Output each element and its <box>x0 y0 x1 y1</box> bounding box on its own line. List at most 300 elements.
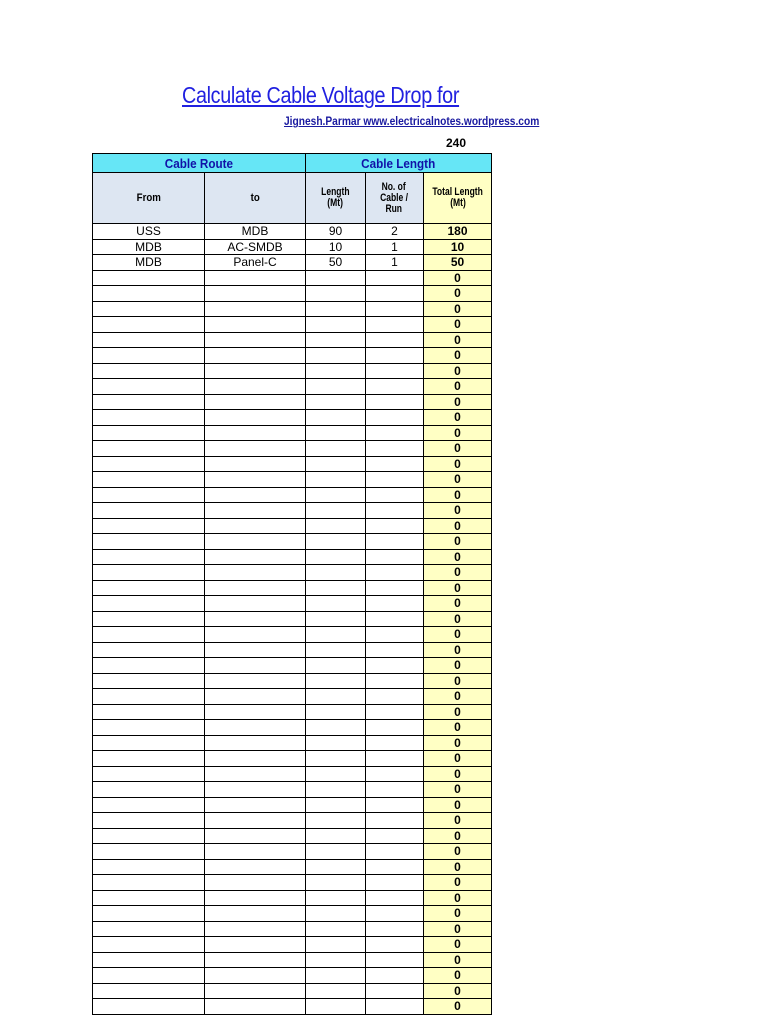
runs-cell[interactable] <box>366 534 424 550</box>
length-cell[interactable]: 50 <box>306 255 366 271</box>
to-cell[interactable] <box>205 394 306 410</box>
total-length-cell[interactable]: 0 <box>424 487 492 503</box>
total-length-cell[interactable]: 0 <box>424 983 492 999</box>
table-row <box>93 379 492 395</box>
length-cell[interactable] <box>306 704 366 720</box>
length-cell[interactable] <box>306 906 366 922</box>
runs-cell[interactable] <box>366 410 424 426</box>
total-length-cell[interactable]: 0 <box>424 286 492 302</box>
total-length-cell[interactable]: 0 <box>424 549 492 565</box>
runs-cell[interactable] <box>366 689 424 705</box>
to-cell[interactable] <box>205 611 306 627</box>
length-cell[interactable] <box>306 983 366 999</box>
from-cell[interactable] <box>93 983 205 999</box>
to-cell[interactable] <box>205 890 306 906</box>
table-row <box>93 472 492 488</box>
table-row <box>93 565 492 581</box>
runs-cell[interactable] <box>366 549 424 565</box>
to-cell[interactable] <box>205 735 306 751</box>
total-length-cell[interactable]: 0 <box>424 456 492 472</box>
from-cell[interactable] <box>93 301 205 317</box>
total-length-cell[interactable]: 0 <box>424 704 492 720</box>
total-length-cell[interactable]: 0 <box>424 782 492 798</box>
table-row <box>93 968 492 984</box>
runs-column-header: No. of Cable / Run <box>366 173 424 224</box>
from-cell[interactable] <box>93 580 205 596</box>
total-length-cell[interactable]: 0 <box>424 658 492 674</box>
table-row <box>93 704 492 720</box>
runs-cell[interactable] <box>366 766 424 782</box>
from-cell[interactable] <box>93 317 205 333</box>
runs-cell[interactable]: 2 <box>366 224 424 240</box>
runs-cell[interactable] <box>366 580 424 596</box>
from-cell[interactable] <box>93 518 205 534</box>
length-cell[interactable] <box>306 875 366 891</box>
from-cell[interactable] <box>93 782 205 798</box>
to-cell[interactable] <box>205 425 306 441</box>
to-cell[interactable] <box>205 689 306 705</box>
runs-cell[interactable] <box>366 642 424 658</box>
runs-cell[interactable] <box>366 968 424 984</box>
length-cell[interactable] <box>306 627 366 643</box>
to-cell[interactable] <box>205 596 306 612</box>
total-length-cell[interactable]: 0 <box>424 580 492 596</box>
from-cell[interactable] <box>93 472 205 488</box>
to-cell[interactable] <box>205 844 306 860</box>
length-cell[interactable] <box>306 394 366 410</box>
runs-cell[interactable] <box>366 983 424 999</box>
runs-cell[interactable] <box>366 952 424 968</box>
total-length-cell[interactable]: 0 <box>424 952 492 968</box>
table-row <box>93 441 492 457</box>
to-cell[interactable] <box>205 642 306 658</box>
from-cell[interactable] <box>93 937 205 953</box>
runs-cell[interactable] <box>366 890 424 906</box>
length-cell[interactable] <box>306 673 366 689</box>
length-cell[interactable] <box>306 317 366 333</box>
runs-cell[interactable] <box>366 859 424 875</box>
from-cell[interactable] <box>93 332 205 348</box>
total-length-cell[interactable]: 0 <box>424 797 492 813</box>
table-row <box>93 890 492 906</box>
runs-cell[interactable] <box>366 937 424 953</box>
from-cell[interactable] <box>93 813 205 829</box>
runs-cell[interactable] <box>366 518 424 534</box>
table-row <box>93 596 492 612</box>
to-cell[interactable] <box>205 859 306 875</box>
from-cell[interactable] <box>93 844 205 860</box>
from-cell[interactable] <box>93 766 205 782</box>
from-cell[interactable] <box>93 363 205 379</box>
length-cell[interactable] <box>306 472 366 488</box>
table-row <box>93 921 492 937</box>
runs-cell[interactable] <box>366 379 424 395</box>
from-cell[interactable] <box>93 410 205 426</box>
length-cell[interactable] <box>306 735 366 751</box>
table-row <box>93 642 492 658</box>
total-length-cell[interactable]: 0 <box>424 596 492 612</box>
total-length-cell[interactable]: 0 <box>424 968 492 984</box>
length-cell[interactable] <box>306 611 366 627</box>
total-length-cell[interactable]: 0 <box>424 611 492 627</box>
runs-cell[interactable] <box>366 813 424 829</box>
total-length-cell[interactable]: 0 <box>424 301 492 317</box>
runs-cell[interactable] <box>366 348 424 364</box>
length-cell[interactable] <box>306 937 366 953</box>
to-cell[interactable] <box>205 782 306 798</box>
length-cell[interactable] <box>306 379 366 395</box>
length-cell[interactable] <box>306 270 366 286</box>
from-cell[interactable] <box>93 627 205 643</box>
length-cell[interactable] <box>306 518 366 534</box>
total-length-cell[interactable]: 0 <box>424 425 492 441</box>
total-length-cell[interactable]: 0 <box>424 813 492 829</box>
runs-cell[interactable] <box>366 999 424 1015</box>
total-length-cell[interactable]: 0 <box>424 332 492 348</box>
length-cell[interactable] <box>306 580 366 596</box>
to-cell[interactable] <box>205 580 306 596</box>
total-length-cell[interactable]: 50 <box>424 255 492 271</box>
table-row <box>93 348 492 364</box>
table-row <box>93 844 492 860</box>
length-column-header: Length (Mt) <box>306 173 366 224</box>
runs-cell[interactable] <box>366 394 424 410</box>
runs-cell[interactable] <box>366 627 424 643</box>
runs-cell[interactable] <box>366 472 424 488</box>
runs-cell[interactable] <box>366 797 424 813</box>
runs-cell[interactable] <box>366 301 424 317</box>
runs-cell[interactable] <box>366 720 424 736</box>
total-length-cell[interactable]: 0 <box>424 921 492 937</box>
table-row <box>93 689 492 705</box>
runs-cell[interactable] <box>366 611 424 627</box>
table-row <box>93 720 492 736</box>
length-cell[interactable] <box>306 689 366 705</box>
table-row <box>93 611 492 627</box>
to-cell[interactable] <box>205 518 306 534</box>
from-cell[interactable] <box>93 875 205 891</box>
total-length-column-header: Total Length (Mt) <box>424 173 492 224</box>
runs-cell[interactable] <box>366 828 424 844</box>
table-row <box>93 658 492 674</box>
from-cell[interactable] <box>93 642 205 658</box>
length-cell[interactable] <box>306 968 366 984</box>
length-cell[interactable] <box>306 565 366 581</box>
from-cell[interactable] <box>93 286 205 302</box>
length-cell[interactable] <box>306 332 366 348</box>
total-length-cell[interactable]: 10 <box>424 239 492 255</box>
runs-cell[interactable] <box>366 565 424 581</box>
from-cell[interactable] <box>93 394 205 410</box>
length-cell[interactable] <box>306 363 366 379</box>
total-length-cell[interactable]: 0 <box>424 689 492 705</box>
length-cell[interactable] <box>306 425 366 441</box>
total-length-cell[interactable]: 0 <box>424 441 492 457</box>
length-cell[interactable] <box>306 782 366 798</box>
table-row <box>93 782 492 798</box>
length-cell[interactable] <box>306 859 366 875</box>
from-cell[interactable] <box>93 348 205 364</box>
author-link[interactable]: Jignesh.Parmar www.electricalnotes.wordpress.com <box>284 114 540 128</box>
to-cell[interactable] <box>205 875 306 891</box>
to-cell[interactable] <box>205 968 306 984</box>
to-cell[interactable] <box>205 286 306 302</box>
table-row <box>93 518 492 534</box>
from-cell[interactable] <box>93 921 205 937</box>
to-cell[interactable] <box>205 813 306 829</box>
to-cell[interactable]: MDB <box>205 224 306 240</box>
total-length-cell[interactable]: 0 <box>424 379 492 395</box>
table-row <box>93 735 492 751</box>
runs-cell[interactable]: 1 <box>366 255 424 271</box>
table-row <box>93 301 492 317</box>
from-cell[interactable]: MDB <box>93 255 205 271</box>
total-length-cell[interactable]: 0 <box>424 627 492 643</box>
to-cell[interactable] <box>205 673 306 689</box>
length-cell[interactable] <box>306 503 366 519</box>
to-cell[interactable] <box>205 565 306 581</box>
total-length-cell[interactable]: 0 <box>424 410 492 426</box>
length-cell[interactable] <box>306 286 366 302</box>
from-cell[interactable] <box>93 425 205 441</box>
to-cell[interactable] <box>205 410 306 426</box>
runs-cell[interactable] <box>366 673 424 689</box>
from-cell[interactable] <box>93 890 205 906</box>
length-cell[interactable] <box>306 751 366 767</box>
to-cell[interactable]: Panel-C <box>205 255 306 271</box>
length-cell[interactable] <box>306 720 366 736</box>
from-cell[interactable] <box>93 704 205 720</box>
from-cell[interactable] <box>93 689 205 705</box>
from-cell[interactable] <box>93 379 205 395</box>
total-length-cell[interactable]: 0 <box>424 673 492 689</box>
table-row <box>93 937 492 953</box>
to-cell[interactable] <box>205 301 306 317</box>
runs-cell[interactable] <box>366 735 424 751</box>
runs-cell[interactable] <box>366 921 424 937</box>
table-row <box>93 394 492 410</box>
length-cell[interactable]: 90 <box>306 224 366 240</box>
to-cell[interactable] <box>205 952 306 968</box>
total-length-cell[interactable]: 0 <box>424 720 492 736</box>
to-cell[interactable] <box>205 797 306 813</box>
to-cell[interactable] <box>205 317 306 333</box>
to-cell[interactable] <box>205 766 306 782</box>
to-cell[interactable]: AC-SMDB <box>205 239 306 255</box>
to-cell[interactable] <box>205 983 306 999</box>
runs-cell[interactable] <box>366 456 424 472</box>
to-cell[interactable] <box>205 487 306 503</box>
runs-cell[interactable] <box>366 844 424 860</box>
table-row <box>93 766 492 782</box>
to-cell[interactable] <box>205 999 306 1015</box>
length-cell[interactable] <box>306 828 366 844</box>
table-row <box>93 317 492 333</box>
from-cell[interactable] <box>93 968 205 984</box>
to-cell[interactable] <box>205 534 306 550</box>
to-cell[interactable] <box>205 720 306 736</box>
length-cell[interactable] <box>306 797 366 813</box>
from-cell[interactable] <box>93 751 205 767</box>
to-cell[interactable] <box>205 441 306 457</box>
column-header-row <box>93 173 492 224</box>
runs-cell[interactable] <box>366 704 424 720</box>
from-cell[interactable] <box>93 487 205 503</box>
table-row <box>93 859 492 875</box>
to-cell[interactable] <box>205 348 306 364</box>
total-length-cell[interactable]: 0 <box>424 735 492 751</box>
total-length-cell[interactable]: 0 <box>424 844 492 860</box>
from-cell[interactable] <box>93 906 205 922</box>
runs-cell[interactable]: 1 <box>366 239 424 255</box>
to-cell[interactable] <box>205 828 306 844</box>
runs-cell[interactable] <box>366 906 424 922</box>
from-cell[interactable] <box>93 658 205 674</box>
total-length-cell[interactable]: 0 <box>424 270 492 286</box>
length-cell[interactable] <box>306 410 366 426</box>
from-cell[interactable] <box>93 859 205 875</box>
runs-cell[interactable] <box>366 270 424 286</box>
from-cell[interactable] <box>93 596 205 612</box>
length-cell[interactable] <box>306 813 366 829</box>
from-cell[interactable] <box>93 797 205 813</box>
length-cell[interactable] <box>306 534 366 550</box>
total-length-cell[interactable]: 0 <box>424 766 492 782</box>
from-cell[interactable] <box>93 549 205 565</box>
sheet-title: Calculate Cable Voltage Drop for <box>182 82 460 108</box>
from-cell[interactable] <box>93 828 205 844</box>
length-cell[interactable] <box>306 642 366 658</box>
from-cell[interactable] <box>93 735 205 751</box>
total-length-cell[interactable]: 0 <box>424 751 492 767</box>
from-cell[interactable]: USS <box>93 224 205 240</box>
table-row <box>93 224 492 240</box>
total-length-cell[interactable]: 0 <box>424 875 492 891</box>
table-row <box>93 797 492 813</box>
runs-cell[interactable] <box>366 487 424 503</box>
table-row <box>93 503 492 519</box>
length-cell[interactable] <box>306 658 366 674</box>
runs-cell[interactable] <box>366 596 424 612</box>
total-length-cell[interactable]: 0 <box>424 363 492 379</box>
table-row <box>93 239 492 255</box>
length-cell[interactable]: 10 <box>306 239 366 255</box>
length-cell[interactable] <box>306 456 366 472</box>
runs-cell[interactable] <box>366 425 424 441</box>
length-cell[interactable] <box>306 549 366 565</box>
length-cell[interactable] <box>306 301 366 317</box>
total-length-cell[interactable]: 0 <box>424 503 492 519</box>
table-row <box>93 286 492 302</box>
to-cell[interactable] <box>205 906 306 922</box>
length-cell[interactable] <box>306 921 366 937</box>
length-cell[interactable] <box>306 596 366 612</box>
total-length-cell[interactable]: 0 <box>424 317 492 333</box>
length-cell[interactable] <box>306 844 366 860</box>
from-cell[interactable] <box>93 952 205 968</box>
runs-cell[interactable] <box>366 751 424 767</box>
to-cell[interactable] <box>205 751 306 767</box>
total-length-cell[interactable]: 0 <box>424 518 492 534</box>
from-cell[interactable] <box>93 503 205 519</box>
to-cell[interactable] <box>205 270 306 286</box>
runs-cell[interactable] <box>366 503 424 519</box>
grand-total-length: 240 <box>446 136 467 150</box>
total-length-cell[interactable]: 0 <box>424 906 492 922</box>
total-length-cell[interactable]: 0 <box>424 937 492 953</box>
to-cell[interactable] <box>205 921 306 937</box>
total-length-cell[interactable]: 0 <box>424 394 492 410</box>
to-cell[interactable] <box>205 456 306 472</box>
table-body <box>93 154 492 1015</box>
total-length-cell[interactable]: 0 <box>424 828 492 844</box>
to-cell[interactable] <box>205 627 306 643</box>
from-cell[interactable] <box>93 999 205 1015</box>
to-cell[interactable] <box>205 332 306 348</box>
runs-cell[interactable] <box>366 658 424 674</box>
runs-cell[interactable] <box>366 332 424 348</box>
cable-route-header: Cable Route <box>93 154 306 173</box>
total-length-cell[interactable]: 0 <box>424 348 492 364</box>
length-cell[interactable] <box>306 890 366 906</box>
from-cell[interactable]: MDB <box>93 239 205 255</box>
length-cell[interactable] <box>306 999 366 1015</box>
total-length-cell[interactable]: 0 <box>424 534 492 550</box>
runs-cell[interactable] <box>366 317 424 333</box>
runs-cell[interactable] <box>366 875 424 891</box>
length-cell[interactable] <box>306 441 366 457</box>
to-cell[interactable] <box>205 363 306 379</box>
from-cell[interactable] <box>93 673 205 689</box>
table-row <box>93 534 492 550</box>
total-length-cell[interactable]: 180 <box>424 224 492 240</box>
total-length-cell[interactable]: 0 <box>424 565 492 581</box>
total-length-cell[interactable]: 0 <box>424 890 492 906</box>
runs-cell[interactable] <box>366 782 424 798</box>
total-length-cell[interactable]: 0 <box>424 472 492 488</box>
from-cell[interactable] <box>93 456 205 472</box>
to-cell[interactable] <box>205 658 306 674</box>
total-length-cell[interactable]: 0 <box>424 999 492 1015</box>
from-cell[interactable] <box>93 441 205 457</box>
from-cell[interactable] <box>93 720 205 736</box>
table-row <box>93 673 492 689</box>
to-cell[interactable] <box>205 503 306 519</box>
to-cell[interactable] <box>205 472 306 488</box>
table-row <box>93 983 492 999</box>
to-cell[interactable] <box>205 937 306 953</box>
cable-length-header: Cable Length <box>306 154 492 173</box>
from-cell[interactable] <box>93 534 205 550</box>
total-length-cell[interactable]: 0 <box>424 642 492 658</box>
from-cell[interactable] <box>93 565 205 581</box>
total-length-cell[interactable]: 0 <box>424 859 492 875</box>
length-cell[interactable] <box>306 487 366 503</box>
to-cell[interactable] <box>205 704 306 720</box>
length-cell[interactable] <box>306 766 366 782</box>
to-cell[interactable] <box>205 379 306 395</box>
table-row <box>93 255 492 271</box>
from-cell[interactable] <box>93 270 205 286</box>
to-cell[interactable] <box>205 549 306 565</box>
table-row <box>93 487 492 503</box>
runs-cell[interactable] <box>366 363 424 379</box>
length-cell[interactable] <box>306 348 366 364</box>
from-cell[interactable] <box>93 611 205 627</box>
runs-cell[interactable] <box>366 286 424 302</box>
length-cell[interactable] <box>306 952 366 968</box>
runs-cell[interactable] <box>366 441 424 457</box>
